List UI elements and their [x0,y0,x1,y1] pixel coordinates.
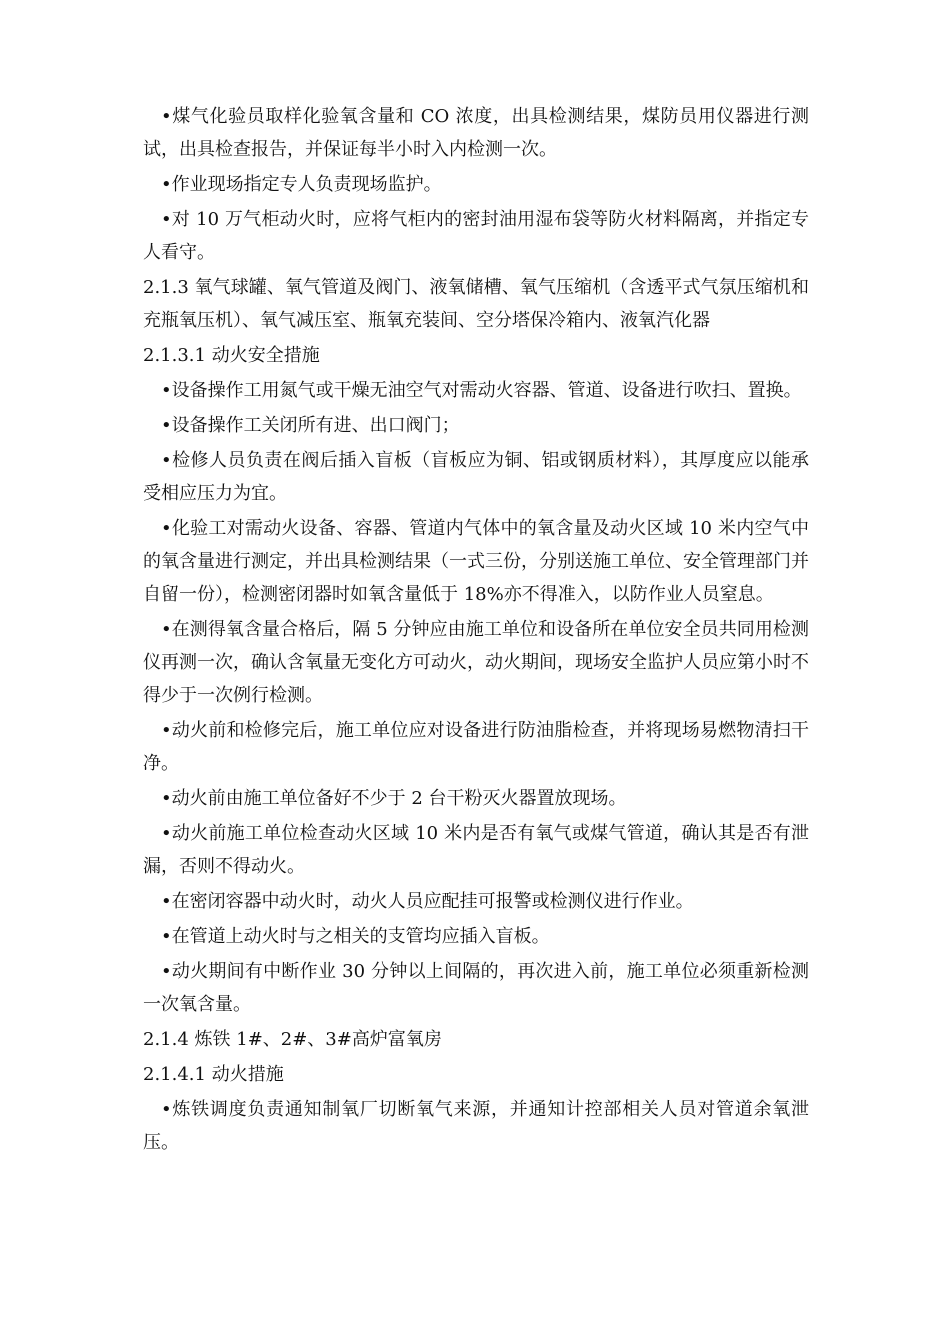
bullet-paragraph: •化验工对需动火设备、容器、管道内气体中的氧含量及动火区域 10 米内空气中的氧含量进行测定，并出具检测结果（一式三份，分别送施工单位、安全管理部门并自留一份），检测密闭器时如氧含量低于 18%亦不得准入，以防作业人员窒息。 [143,518,809,605]
bullet-paragraph: •设备操作工关闭所有进、出口阀门； [161,415,460,436]
bullet-paragraph: •作业现场指定专人负责现场监护。 [161,174,442,195]
document-body [143,100,809,1161]
bullet-paragraph: •动火前施工单位检查动火区域 10 米内是否有氧气或煤气管道，确认其是否有泄漏，否则不得动火。 [143,823,809,877]
bullet-paragraph: •对 10 万气柜动火时，应将气柜内的密封油用湿布袋等防火材料隔离，并指定专人看守。 [143,209,809,263]
subsection-heading: 2.1.4.1 动火措施 [143,1064,284,1085]
bullet-paragraph: •设备操作工用氮气或干燥无油空气对需动火容器、管道、设备进行吹扫、置换。 [161,380,802,401]
bullet-paragraph: •炼铁调度负责通知制氧厂切断氧气来源，并通知计控部相关人员对管道余氧泄压。 [143,1099,809,1153]
subsection-heading: 2.1.3.1 动火安全措施 [143,345,320,366]
bullet-paragraph: •在密闭容器中动火时，动火人员应配挂可报警或检测仪进行作业。 [161,891,694,912]
bullet-paragraph: •在管道上动火时与之相关的支管均应插入盲板。 [161,926,550,947]
bullet-paragraph: •动火期间有中断作业 30 分钟以上间隔的，再次进入前，施工单位必须重新检测一次氧含量。 [143,961,809,1015]
bullet-paragraph: •检修人员负责在阀后插入盲板（盲板应为铜、铝或钢质材料），其厚度应以能承受相应压力为宜。 [143,450,809,504]
bullet-paragraph: •动火前和检修完后，施工单位应对设备进行防油脂检查，并将现场易燃物清扫干净。 [143,720,809,774]
section-heading: 2.1.3 氧气球罐、氧气管道及阀门、液氧储槽、氧气压缩机（含透平式气氛压缩机和充瓶氧压机）、氧气减压室、瓶氧充装间、空分塔保冷箱内、液氧汽化器 [143,277,809,331]
section-heading: 2.1.4 炼铁 1#、2#、3#高炉富氧房 [143,1029,442,1050]
bullet-paragraph: •动火前由施工单位备好不少于 2 台干粉灭火器置放现场。 [161,788,627,809]
bullet-paragraph: •煤气化验员取样化验氧含量和 CO 浓度，出具检测结果，煤防员用仪器进行测试，出具检查报告，并保证每半小时入内检测一次。 [143,106,809,160]
bullet-paragraph: •在测得氧含量合格后，隔 5 分钟应由施工单位和设备所在单位安全员共同用检测仪再测一次，确认含氧量无变化方可动火，动火期间，现场安全监护人员应第小时不得少于一次例行检测。 [143,619,809,706]
